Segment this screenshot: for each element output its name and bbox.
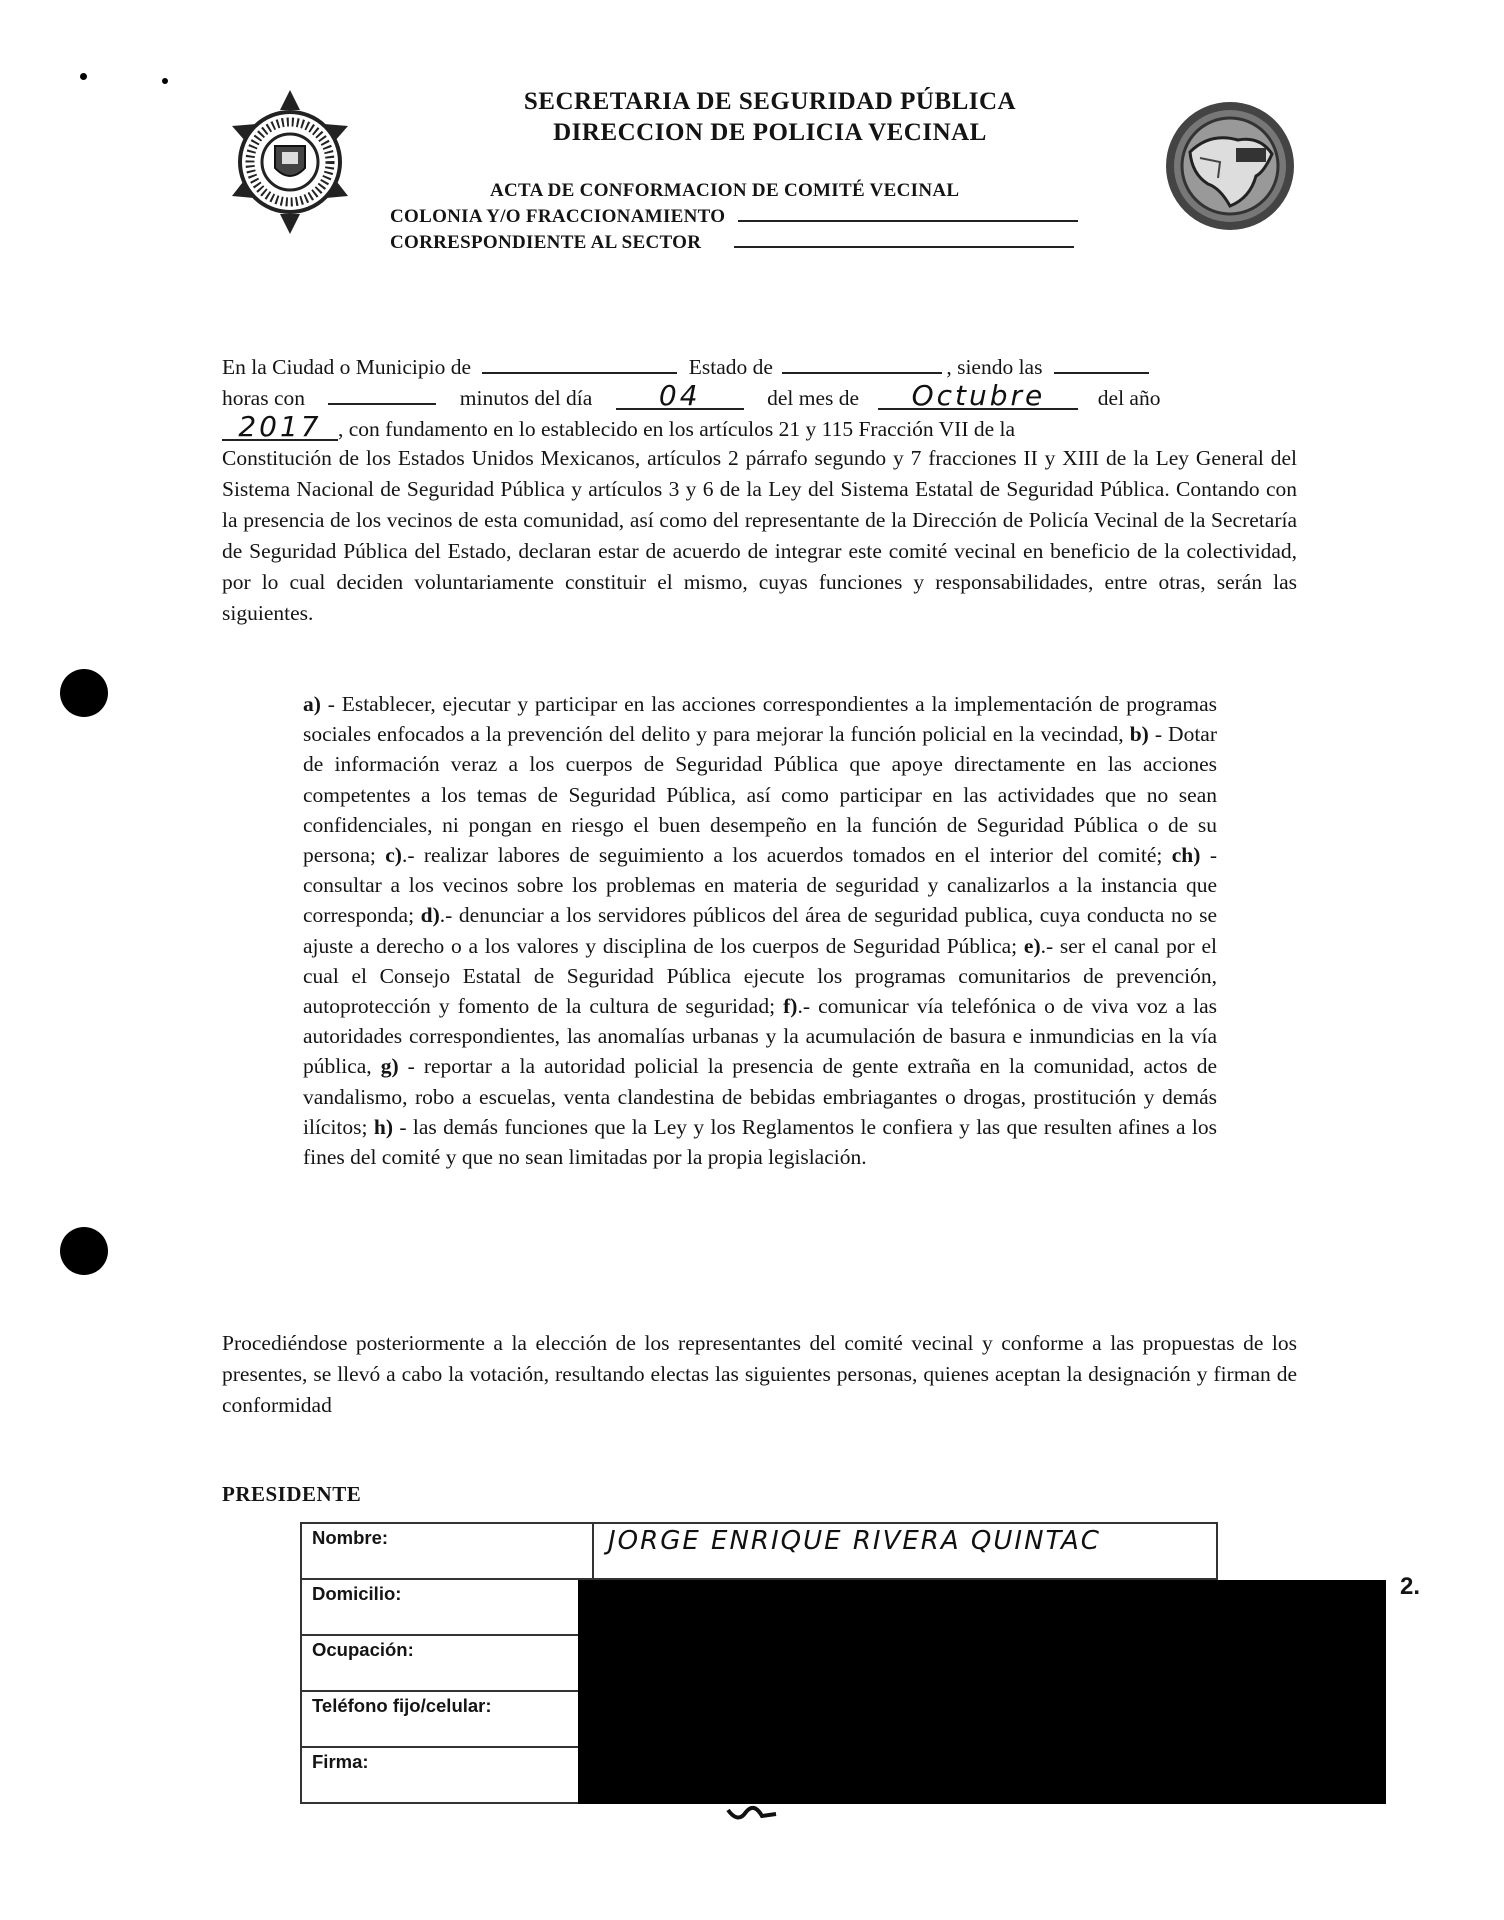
colonia-blank[interactable] bbox=[738, 220, 1078, 222]
table-row bbox=[301, 1523, 1217, 1579]
intro-text: minutos del día bbox=[459, 386, 593, 410]
intro-text: , con fundamento en lo establecido en los artículos 21 y 115 Fracción VII de la bbox=[338, 417, 1016, 441]
sector-field bbox=[390, 232, 1074, 254]
nombre-value: JORGE ENRIQUE RIVERA QUINTAC bbox=[608, 1526, 1101, 1556]
header-title-line2: DIRECCION DE POLICIA VECINAL bbox=[553, 119, 987, 146]
horas-blank[interactable] bbox=[1054, 372, 1149, 374]
intro-text: , siendo las bbox=[946, 355, 1043, 379]
item-e-text: .- ser el canal por el cual el Consejo Estatal de Seguridad Pública ejecute los programas comunitarios de prevención, autoprotección y fomento de la cultura de seguridad; bbox=[303, 933, 1217, 1019]
item-h-text: - las demás funciones que la Ley y los Reglamentos le confiera y las que resulten afines a los fines del comité y que no sean limitadas por la propia legislación. bbox=[303, 1114, 1218, 1170]
scan-speck bbox=[162, 78, 168, 84]
anio-value[interactable]: 2017 bbox=[222, 415, 338, 441]
intro-text: horas con bbox=[222, 386, 305, 410]
punch-hole bbox=[60, 1227, 108, 1275]
nombre-label: Nombre: bbox=[301, 1523, 593, 1579]
intro-line1 bbox=[222, 352, 1297, 383]
intro-paragraph: Constitución de los Estados Unidos Mexicanos, artículos 2 párrafo segundo y 7 fracciones II y XIII de la Ley General del Sistema Nacional de Seguridad Pública y artículos 3 y 6 de la Ley del Sistema Estatal de Seguridad Pública. Contando con la presencia de los vecinos de esta comunidad, así como del representante de la Dirección de Policía Vecinal de la Secretaría de Seguridad Pública del Estado, declaran estar de acuerdo de integrar este comité vecinal en beneficio de la colectividad, por lo cual deciden voluntariamente constituir el mismo, cuyas funciones y responsabilidades, entre otras, serán las siguientes. bbox=[222, 446, 1297, 625]
item-ch-text: - consultar a los vecinos sobre los problemas en materia de seguridad y canalizarlos a la instancia que corresponda; bbox=[303, 843, 1218, 928]
sector-blank[interactable] bbox=[734, 246, 1074, 248]
item-c-label: c) bbox=[385, 843, 402, 868]
police-star-emblem bbox=[220, 88, 360, 238]
item-a-text: - Establecer, ejecutar y participar en las acciones correspondientes a la implementación de programas sociales enfocados a la prevención del delito y para mejorar la función policial en la vecindad, bbox=[303, 692, 1218, 747]
margin-mark: 2. bbox=[1400, 1573, 1421, 1600]
item-g-text: - reportar a la autoridad policial la presencia de gente extraña en la comunidad, actos de vandalismo, robo a escuelas, venta clandestina de bebidas embriagantes o drogas, prostitución y demás ilícitos; bbox=[303, 1054, 1217, 1139]
estado-blank[interactable] bbox=[782, 372, 942, 374]
item-c-text: .- realizar labores de seguimiento a los acuerdos tomados en el interior del comité; bbox=[401, 843, 1163, 868]
dia-value[interactable]: 04 bbox=[616, 384, 744, 410]
intro-line3 bbox=[222, 410, 1302, 445]
redaction-block bbox=[578, 1580, 1386, 1804]
item-f-text: .- comunicar vía telefónica o de viva voz a las autoridades correspondientes, las anomalías urbanas y la acumulación de basura e inmundicias en la vía pública, bbox=[303, 994, 1217, 1079]
item-g-label: g) bbox=[380, 1054, 399, 1079]
mes-value[interactable]: Octubre bbox=[878, 384, 1078, 410]
colonia-label: COLONIA Y/O FRACCIONAMIENTO bbox=[390, 206, 726, 227]
intro-line2 bbox=[222, 379, 1297, 414]
punch-hole bbox=[60, 669, 108, 717]
item-ch-label: ch) bbox=[1171, 843, 1201, 868]
item-f-label: f) bbox=[783, 994, 798, 1019]
firma-label: Firma: bbox=[301, 1747, 593, 1803]
functions-list bbox=[303, 689, 1217, 1172]
telefono-label: Teléfono fijo/celular: bbox=[301, 1691, 593, 1747]
ocupacion-label: Ocupación: bbox=[301, 1635, 593, 1691]
election-paragraph: Procediéndose posteriormente a la elección de los representantes del comité vecinal y conforme a las propuestas de los presentes, se llevó a cabo la votación, resultando electas las siguientes personas, quienes aceptan la designación y firman de conformidad bbox=[222, 1331, 1297, 1417]
item-e-label: e) bbox=[1023, 933, 1041, 958]
intro-text: del año bbox=[1097, 386, 1161, 410]
colonia-field bbox=[390, 206, 1078, 228]
state-seal-emblem bbox=[1160, 92, 1300, 240]
intro-text: del mes de bbox=[767, 386, 860, 410]
header-title-line1: SECRETARIA DE SEGURIDAD PÚBLICA bbox=[523, 88, 1017, 115]
acta-title: ACTA DE CONFORMACION DE COMITÉ VECINAL bbox=[490, 180, 960, 201]
item-a-label: a) bbox=[303, 692, 321, 716]
item-d-text: .- denunciar a los servidores públicos del área de seguridad publica, cuya conducta no se ajuste a derecho o a los valores y disciplina de los cuerpos de Seguridad Pública; bbox=[303, 903, 1218, 958]
minutos-blank[interactable] bbox=[328, 403, 436, 405]
municipio-blank[interactable] bbox=[482, 372, 677, 374]
item-b-label: b) bbox=[1129, 722, 1149, 747]
intro-text: En la Ciudad o Municipio de bbox=[222, 355, 472, 379]
nombre-value-cell[interactable] bbox=[593, 1523, 1217, 1579]
item-d-label: d) bbox=[420, 903, 440, 928]
sector-label: CORRESPONDIENTE AL SECTOR bbox=[390, 232, 702, 253]
item-b-text: - Dotar de información veraz a los cuerpos de Seguridad Pública que apoye directamente en las acciones competentes a los temas de Seguridad Pública, así como participar en las actividades que no sean confidenciales, ni pongan en riesgo el buen desempeño en la función de Seguridad Pública o de su persona; bbox=[303, 722, 1218, 868]
intro-text: Estado de bbox=[688, 355, 773, 379]
presidente-heading: PRESIDENTE bbox=[222, 1482, 362, 1506]
scan-speck bbox=[80, 73, 87, 80]
item-h-label: h) bbox=[373, 1114, 393, 1139]
domicilio-label: Domicilio: bbox=[301, 1579, 593, 1635]
signature-remnant bbox=[724, 1802, 784, 1826]
